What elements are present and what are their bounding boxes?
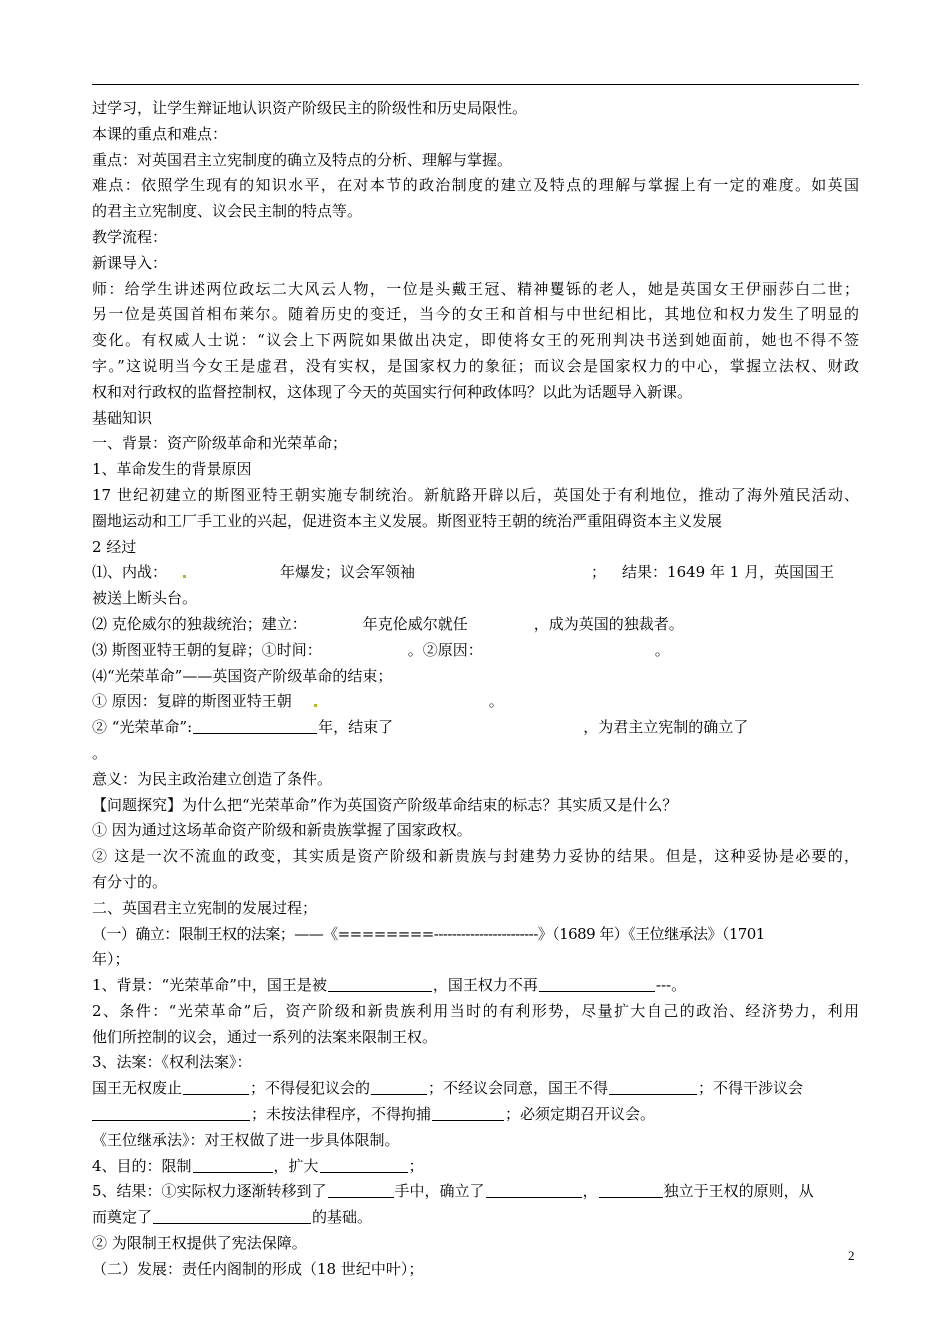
fill-blank-line bbox=[92, 715, 859, 741]
text-line: 3、法案：《权利法案》： bbox=[92, 1053, 252, 1072]
blank-line bbox=[486, 1182, 582, 1198]
section-heading: 1、革命发生的背景原因 bbox=[92, 460, 252, 479]
section-heading: 2 经过 bbox=[92, 537, 137, 556]
line-text: 年爆发；议会军领袖 bbox=[280, 563, 416, 582]
line-text: ；不得干涉议会 bbox=[698, 1079, 804, 1098]
line-text: ， bbox=[582, 1182, 598, 1201]
line-text: 4、目的：限制 bbox=[92, 1156, 192, 1175]
text-line: 圈地运动和工厂手工业的兴起，促进资本主义发展。斯图亚特王朝的统治严重阻碍资本主义发展 bbox=[92, 511, 723, 530]
line-text: ② “光荣革命”: bbox=[92, 718, 193, 737]
line-text: 。 bbox=[488, 692, 504, 711]
text-line: 重点：对英国君主立宪制度的确立及特点的分析、理解与掌握。 bbox=[92, 150, 513, 169]
text-line: 师：给学生讲述两位政坛二大风云人物，一位是头戴王冠、精神矍铄的老人，她是英国女王伊丽莎白二世； bbox=[92, 279, 859, 298]
line-text: ；不得侵犯议会的 bbox=[250, 1079, 371, 1098]
line-text: ⑴、内战： bbox=[92, 563, 168, 582]
line-text: 5、结果：①实际权力逐渐转移到了 bbox=[92, 1182, 327, 1201]
section-heading: 教学流程： bbox=[92, 227, 168, 246]
line-text: ① 原因：复辟的斯图亚特王朝 bbox=[92, 692, 292, 711]
line-text: ； bbox=[591, 563, 607, 582]
text-line: 难点：依照学生现有的知识水平，在对本节的政治制度的建立及特点的理解与掌握上有一定的难度。如英国 bbox=[92, 176, 859, 195]
fill-blank-line bbox=[92, 1154, 859, 1180]
line-text: ⑶ 斯图亚特王朝的复辟；①时间： bbox=[92, 640, 322, 659]
text-line: 17 世纪初建立的斯图亚特王朝实施专制统治。新航路开辟以后，英国处于有利地位，推动了海外殖民活动、 bbox=[92, 485, 859, 504]
text-line: 过学习，让学生辩证地认识资产阶级民主的阶级性和历史局限性。 bbox=[92, 99, 528, 117]
line-text: 结果：1649 年 1 月，英国国王 bbox=[622, 563, 835, 582]
fill-blank-line bbox=[92, 1102, 859, 1128]
blank-line bbox=[432, 1105, 504, 1121]
text-line: 有分寸的。 bbox=[92, 872, 168, 891]
text-line: 他们所控制的议会，通过一系列的法案来限制王权。 bbox=[92, 1027, 438, 1046]
line-text: ； bbox=[408, 1156, 424, 1175]
blank-line bbox=[320, 1157, 408, 1173]
fill-blank-line bbox=[92, 689, 859, 715]
fill-blank-line bbox=[92, 1076, 859, 1102]
blank-line bbox=[539, 976, 655, 992]
page-number: 2 bbox=[848, 1248, 855, 1263]
document-body bbox=[92, 96, 859, 1283]
line-text: 的基础。 bbox=[312, 1208, 373, 1227]
section-heading: ⑷“光荣革命”——英国资产阶级革命的结束； bbox=[92, 666, 393, 685]
fill-blank-line bbox=[92, 1205, 859, 1231]
line-text: 手中，确立了 bbox=[394, 1182, 485, 1201]
fill-blank-line bbox=[92, 612, 859, 638]
blank-line bbox=[371, 1079, 427, 1095]
line-text: ；不经议会同意，国王不得 bbox=[428, 1079, 609, 1098]
text-line: ① 因为通过这场革命资产阶级和新贵族掌握了国家政权。 bbox=[92, 821, 472, 840]
text-line: 《王位继承法》：对王权做了进一步具体限制。 bbox=[92, 1130, 400, 1149]
blank-line bbox=[599, 1182, 663, 1198]
line-text: 1、背景：“光荣革命”中，国王是被 bbox=[92, 976, 327, 995]
line-text: 年，结束了 bbox=[318, 718, 394, 737]
line-text: 年克伦威尔就任 bbox=[362, 614, 468, 633]
mark-dot bbox=[183, 575, 186, 578]
mark-dot bbox=[314, 704, 317, 707]
line-text: 独立于王权的原则，从 bbox=[663, 1182, 814, 1201]
line-text: 。②原因： bbox=[407, 640, 483, 659]
section-heading: （二）发展：责任内阁制的形成（18 世纪中叶）； bbox=[92, 1259, 424, 1278]
line-text: ，为君主立宪制的确立了 bbox=[583, 718, 749, 737]
blank-line bbox=[609, 1079, 697, 1095]
line-text: ；必须定期召开议会。 bbox=[505, 1105, 656, 1124]
line-text: ；未按法律程序，不得拘捕 bbox=[251, 1105, 432, 1124]
blank-line bbox=[193, 718, 317, 734]
blank-line bbox=[328, 976, 432, 992]
text-line: ② 为限制王权提供了宪法保障。 bbox=[92, 1234, 307, 1253]
fill-blank-line bbox=[92, 638, 859, 664]
fill-blank-line bbox=[92, 973, 859, 999]
text-line: 字。”这说明当今女王是虚君，没有实权，是国家权力的象征；而议会是国家权力的中心，掌握立法权、财政 bbox=[92, 356, 859, 375]
line-text: 。 bbox=[654, 640, 670, 659]
text-line: ② 这是一次不流血的政变，其实质是资产阶级和新贵族与封建势力妥协的结果。但是，这种妥协是必要的， bbox=[92, 847, 859, 866]
blank-line bbox=[153, 1208, 311, 1224]
text-line: 年）； bbox=[92, 950, 130, 969]
text-line: 另一位是英国首相布莱尔。随着历史的变迁，当今的女王和首相与中世纪相比，其地位和权力发生了明显的 bbox=[92, 305, 859, 324]
line-text: ，扩大 bbox=[273, 1156, 319, 1175]
section-heading: 基础知识 bbox=[92, 408, 153, 427]
section-heading: 本课的重点和难点： bbox=[92, 124, 228, 143]
blank-line bbox=[183, 1079, 249, 1095]
text-line: 权和对行政权的监督控制权，这体现了今天的英国实行何种政体吗？以此为话题导入新课。 bbox=[92, 382, 693, 401]
text-line: 意义：为民主政治建立创造了条件。 bbox=[92, 769, 333, 788]
header-rule bbox=[92, 84, 859, 85]
text-line: 【问题探究】为什么把“光荣革命”作为英国资产阶级革命结束的标志？其实质又是什么？ bbox=[92, 795, 678, 814]
text-line: 被送上断头台。 bbox=[92, 589, 198, 608]
blank-line bbox=[92, 1105, 250, 1121]
text-line: 2、条件：“光荣革命”后，资产阶级和新贵族利用当时的有利形势，尽量扩大自己的政治、经济势力，利用 bbox=[92, 1001, 859, 1020]
text-line: 的君主立宪制度、议会民主制的特点等。 bbox=[92, 202, 363, 221]
line-text: ，国王权力不再 bbox=[432, 976, 538, 995]
text-line: 。 bbox=[92, 743, 108, 762]
section-heading: 新课导入： bbox=[92, 253, 168, 272]
text-line: 变化。有权威人士说：“议会上下两院如果做出决定，即使将女王的死刑判决书送到她面前，她也不得不签 bbox=[92, 331, 859, 350]
line-text: 国王无权废止 bbox=[92, 1079, 183, 1098]
blank-line bbox=[193, 1157, 273, 1173]
line-text: ---。 bbox=[655, 976, 687, 995]
line-text: ⑵ 克伦威尔的独裁统治；建立： bbox=[92, 614, 307, 633]
line-text: 而奠定了 bbox=[92, 1208, 153, 1227]
fill-blank-line bbox=[92, 560, 859, 586]
blank-line bbox=[328, 1182, 394, 1198]
text-line: （一）确立：限制王权的法案；——《========-----------------------》（1689 年）《王位继承法》（1701 bbox=[92, 924, 765, 943]
fill-blank-line bbox=[92, 1179, 859, 1205]
section-heading: 二、英国君主立宪制的发展过程； bbox=[92, 898, 318, 917]
section-heading: 一、背景：资产阶级革命和光荣革命； bbox=[92, 434, 348, 453]
line-text: ，成为英国的独裁者。 bbox=[533, 614, 684, 633]
